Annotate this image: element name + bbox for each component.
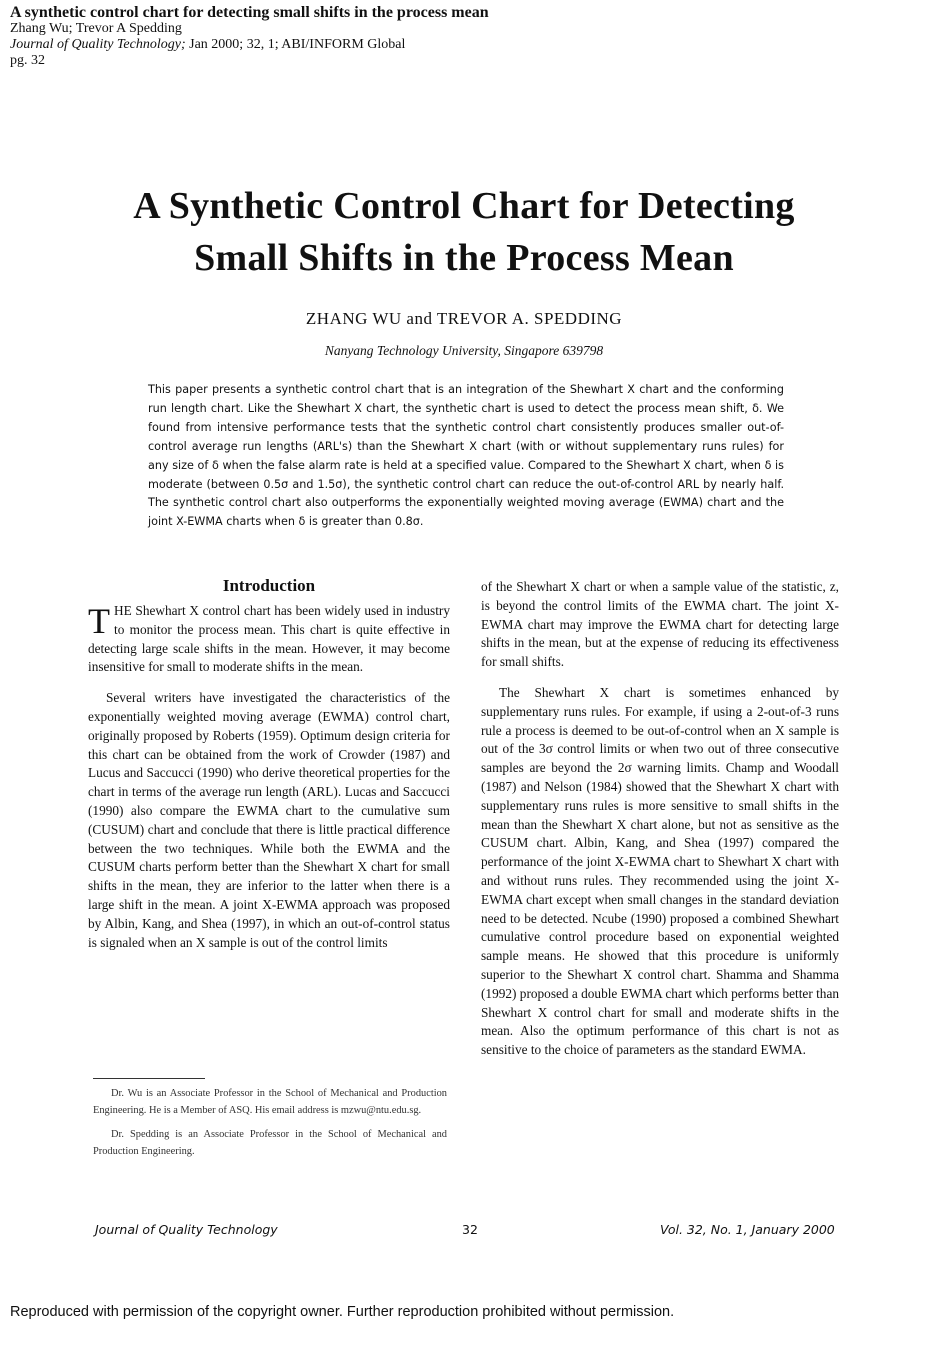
dropcap-rest: HE [114,603,132,618]
header-citation: Jan 2000; 32, 1; ABI/INFORM Global [185,37,406,52]
paper-affiliation: Nanyang Technology University, Singapore 639798 [324,343,604,358]
intro-paragraph-2: Several writers have investigated the characteristics of the exponentially weighted moving average (EWMA) control chart, originally proposed by Roberts (1959). Optimum design criteria for this chart can be obtained from the work of Crowder (1987) and Lucus and Saccucci (1990) who derive theoretical properties for the chart in terms of the average run length (ARL). Lucas and Saccucci (1990) also compare the EWMA chart to the cumulative sum (CUSUM) chart and conclude that there is little practical difference between the two techniques. While both the EWMA and the CUSUM charts perform better than the Shewhart X chart for small shifts in the mean, they are inferior to the latter when there is a large shift in the mean. A joint X-EWMA approach was proposed by Albin, Kang, and Shea (1997), in which an out-of-control status is signaled when an X sample is out of the control limits [88,690,450,950]
paragraph-1-text: Shewhart X control chart has been widely used in industry to monitor the process mean. This chart is quite effective in detecting large scale shifts in the mean. However, it may become insensitive for small to moderate shifts in the mean. [88,603,450,675]
copyright-notice: Reproduced with permission of the copyright owner. Further reproduction prohibited without permission. [10,1304,675,1320]
paper-title-line-2: Small Shifts in the Process Mean [194,237,734,279]
footnote-2: Dr. Spedding is an Associate Professor in the School of Mechanical and Production Engineering. [93,1129,447,1157]
intro-paragraph-3: of the Shewhart X chart or when a sample value of the statistic, z, is beyond the control limits of the EWMA chart. The joint X-EWMA chart may improve the EWMA chart for detecting large shifts in the mean, but at the expense of reducing its effectiveness for small shifts. [481,579,839,670]
citation-header [10,5,489,69]
abstract: This paper presents a synthetic control chart that is an integration of the Shewhart X chart and the conforming run length chart. Like the Shewhart X chart, the synthetic chart is used to detect the process mean shift, δ. We found from intensive performance tests that the synthetic control chart consistently produces smaller out-of-control average run lengths (ARL's) than the Shewhart X chart (with or without supplementary runs rules) for any size of δ when the false alarm rate is held at a specified value. Compared to the Shewhart X chart, when δ is moderate (between 0.5σ and 1.5σ), the synthetic control chart can reduce the out-of-control ARL by nearly half. The synthetic control chart also outperforms the exponentially weighted moving average (EWMA) chart and the joint X-EWMA charts when δ is greater than 0.8σ. [148,383,784,529]
footer-journal: Journal of Quality Technology [95,1222,278,1237]
paper-title [0,180,928,284]
intro-paragraph-4: The Shewhart X chart is sometimes enhanced by supplementary runs rules. For example, if using a 2-out-of-3 runs rule a process is deemed to be out-of-control when an X sample is out of the 3σ control limits or when two out of three consecutive samples are beyond the 2σ warning limits. Champ and Woodall (1987) and Nelson (1984) showed that the Shewhart X chart with supplementary runs rules is more sensitive to small shifts in the mean than the Shewhart X chart alone, but not as sensitive as the CUSUM chart. Albin, Kang, and Shea (1997) compared the performance of the joint X-EWMA chart to Shewhart X chart with and without runs rules. They recommended using the joint X-EWMA chart except when small changes in the standard deviation need to be detected. Ncube (1990) proposed a combined Shewhart cumulative control procedure based on exponential weighted sample means. He showed that this procedure is uniformly superior to the Shewhart X control chart. Shamma and Shamma (1992) proposed a double EWMA chart which performs better than Shewhart X control chart for small and moderate shifts in the mean. Also the optimum performance of this chart is not as sensitive to the choice of parameters as the standard EWMA. [481,684,839,1058]
intro-paragraph-1 [88,602,450,677]
footnote-rule [93,1078,205,1079]
header-journal-line [10,37,489,53]
footer-issue: Vol. 32, No. 1, January 2000 [660,1222,835,1237]
section-heading: Introduction [222,576,316,595]
paper-title-line-1: A Synthetic Control Chart for Detecting [133,185,795,227]
drop-cap: T [88,601,110,641]
paper-authors: ZHANG WU and TREVOR A. SPEDDING [305,309,623,328]
header-title: A synthetic control chart for detecting small shifts in the process mean [10,4,489,21]
left-column [88,576,450,964]
footnote-1: Dr. Wu is an Associate Professor in the School of Mechanical and Production Engineering. He is a Member of ASQ. His email address is mzwu@ntu.edu.sg. [93,1088,447,1116]
header-page: pg. 32 [10,53,45,68]
right-column [481,578,839,1072]
footer-page-number: 32 [462,1222,478,1237]
header-journal: Journal of Quality Technology; [10,37,186,52]
footnotes [93,1086,447,1168]
header-authors: Zhang Wu; Trevor A Spedding [10,21,182,36]
